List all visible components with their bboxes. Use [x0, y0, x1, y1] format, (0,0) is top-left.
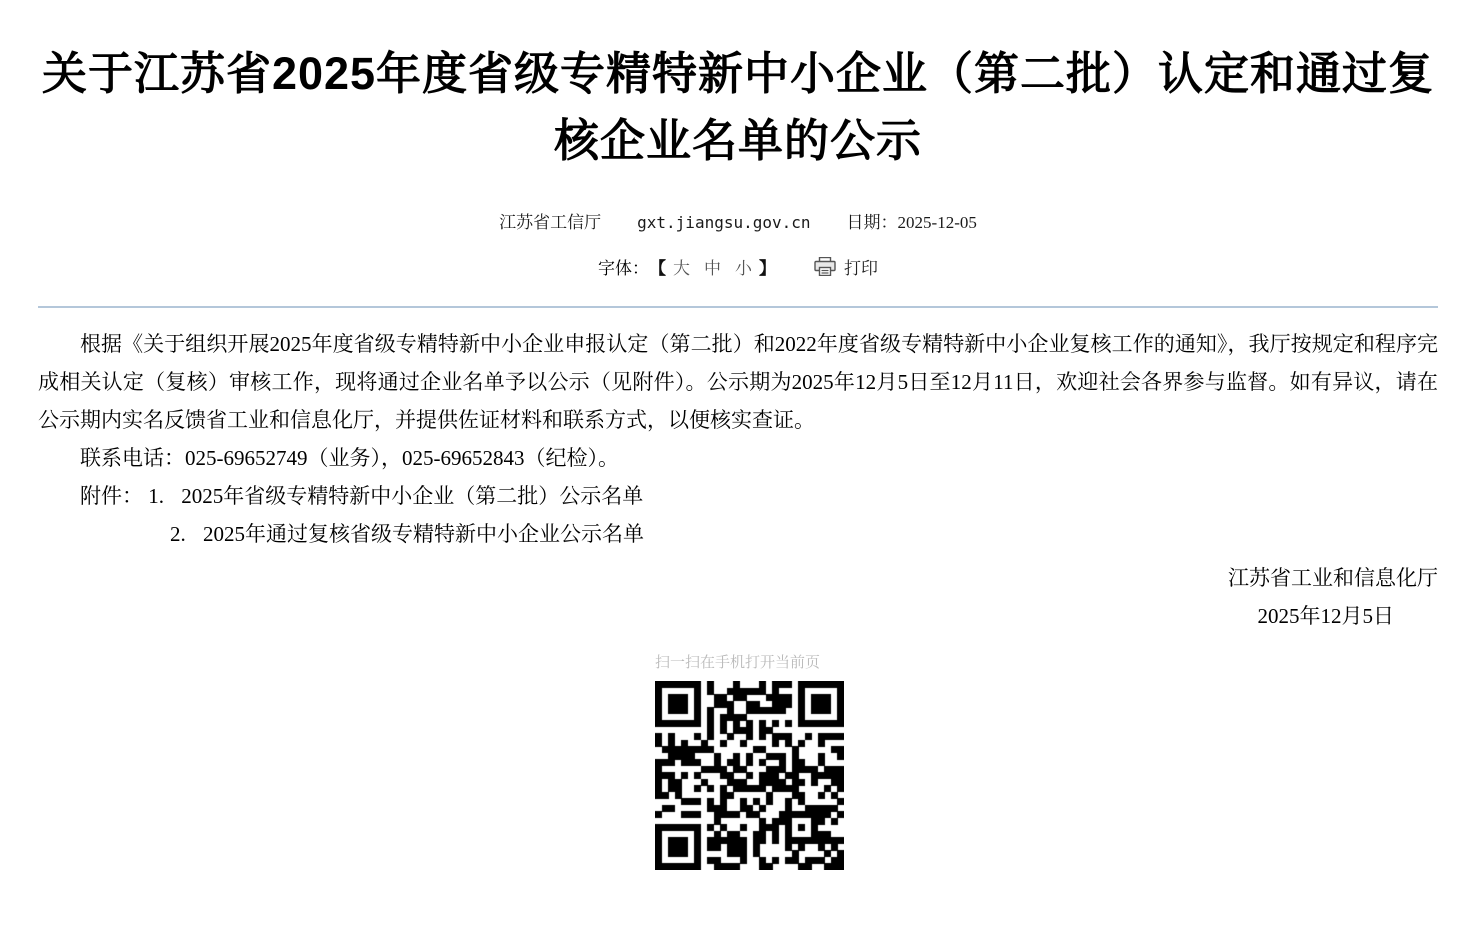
toolbar-row	[0, 254, 1476, 279]
date-value: 2025-12-05	[897, 213, 977, 232]
announcement-body	[38, 325, 1438, 635]
meta-row	[0, 208, 1476, 233]
publish-date	[847, 208, 977, 233]
page-title: 关于江苏省2025年度省级专精特新中小企业（第二批）认定和通过复核企业名单的公示	[41, 48, 1435, 166]
header-divider	[38, 306, 1438, 308]
signature-date: 2025年12月5日	[1257, 604, 1394, 628]
attachment-2-link[interactable]: 2025年通过复核省级专精特新中小企业公示名单	[203, 522, 644, 546]
signature-agency: 江苏省工业和信息化厅	[1228, 566, 1438, 590]
printer-icon	[814, 257, 836, 276]
qr-section	[655, 651, 845, 870]
print-label: 打印	[844, 259, 878, 278]
site-domain: gxt.jiangsu.gov.cn	[637, 213, 811, 232]
bracket-open: 【	[649, 259, 666, 278]
font-size-small-button[interactable]: 小	[735, 259, 752, 278]
qr-code	[655, 681, 844, 870]
attachment-1-index: 1.	[148, 484, 164, 508]
attachment-2-index: 2.	[170, 522, 186, 546]
announcement-page	[0, 40, 1476, 946]
main-paragraph: 根据《关于组织开展2025年度省级专精特新中小企业申报认定（第二批）和2022年度省级专精特新中小企业复核工作的通知》，我厅按规定和程序完成相关认定（复核）审核工作，现将通过企业名单予以公示（见附件）。公示期为2025年12月5日至12月11日，欢迎社会各界参与监督。如有异议，请在公示期内实名反馈省工业和信息化厅，并提供佐证材料和联系方式，以便核实查证。	[38, 332, 1438, 432]
attachment-line-2	[38, 515, 1438, 553]
font-size-label: 字体：	[598, 259, 649, 278]
bracket-close: 】	[759, 259, 776, 278]
attachment-1-link[interactable]: 2025年省级专精特新中小企业（第二批）公示名单	[181, 484, 644, 508]
source-agency: 江苏省工信厅	[499, 213, 602, 232]
font-size-large-button[interactable]: 大	[673, 259, 690, 278]
attachment-line-1	[38, 477, 1438, 515]
date-label: 日期：	[846, 213, 898, 232]
qr-caption: 扫一扫在手机打开当前页	[655, 654, 821, 671]
font-size-medium-button[interactable]: 中	[704, 259, 721, 278]
print-button[interactable]	[814, 254, 878, 279]
attachments-label: 附件：	[80, 484, 143, 508]
contact-line: 联系电话：025-69652749（业务），025-69652843（纪检）。	[80, 446, 619, 470]
